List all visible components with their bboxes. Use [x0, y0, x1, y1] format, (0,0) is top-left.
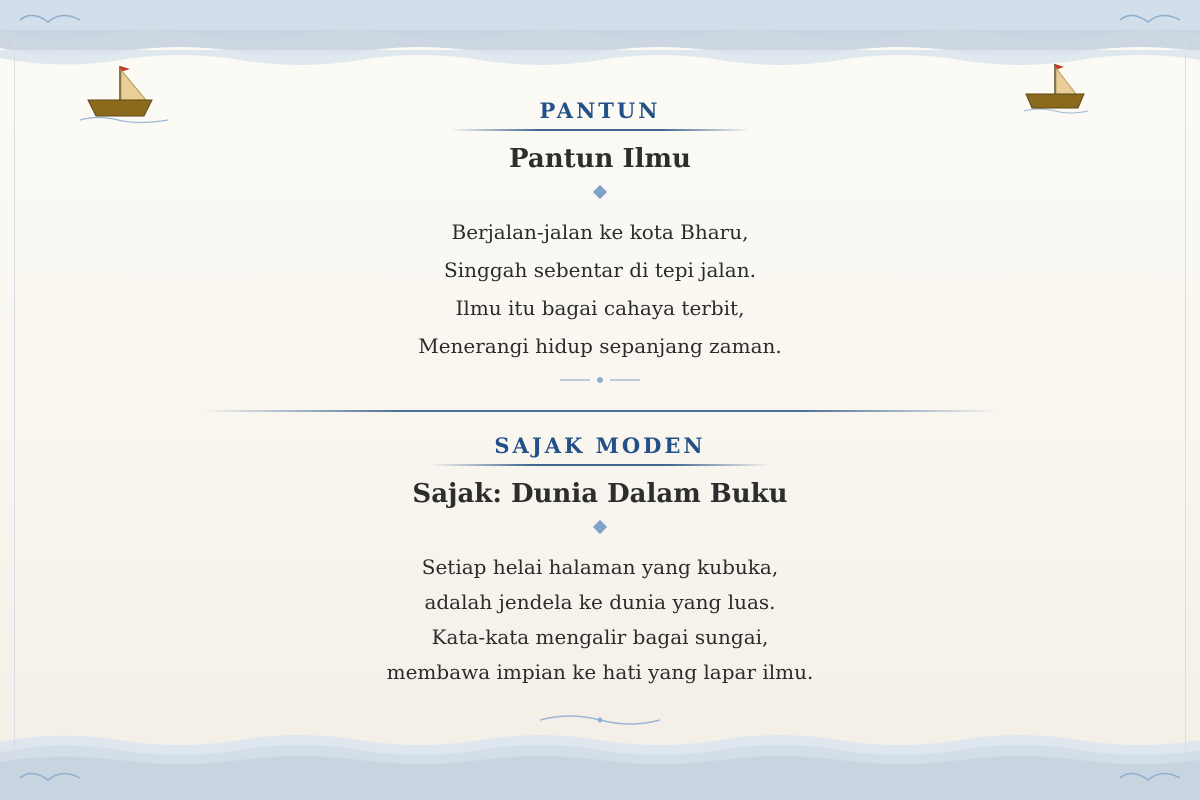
sajak-section-label: SAJAK MODEN	[494, 433, 706, 458]
section-divider	[200, 410, 1000, 412]
sajak-label-underline	[430, 464, 770, 466]
sajak-line: Kata-kata mengalir bagai sungai,	[431, 625, 769, 649]
bottom-waves-decoration	[0, 730, 1200, 800]
wave-divider-ornament	[535, 710, 665, 730]
diamond-ornament-icon	[593, 185, 607, 199]
sajak-line: membawa impian ke hati yang lapar ilmu.	[386, 660, 814, 684]
sajak-title: Sajak: Dunia Dalam Buku	[412, 479, 788, 509]
pantun-line: Singgah sebentar di tepi jalan.	[444, 258, 756, 282]
pantun-label-underline	[450, 129, 750, 131]
pantun-line: Berjalan-jalan ke kota Bharu,	[451, 220, 749, 244]
pantun-section-label: PANTUN	[539, 98, 661, 123]
diamond-ornament-icon	[593, 520, 607, 534]
sajak-line: Setiap helai halaman yang kubuka,	[421, 555, 779, 579]
pantun-title: Pantun Ilmu	[509, 144, 691, 174]
dot-divider-ornament	[555, 372, 645, 388]
pantun-line: Menerangi hidup sepanjang zaman.	[418, 334, 782, 358]
pantun-line: Ilmu itu bagai cahaya terbit,	[455, 296, 745, 320]
sajak-line: adalah jendela ke dunia yang luas.	[424, 590, 776, 614]
